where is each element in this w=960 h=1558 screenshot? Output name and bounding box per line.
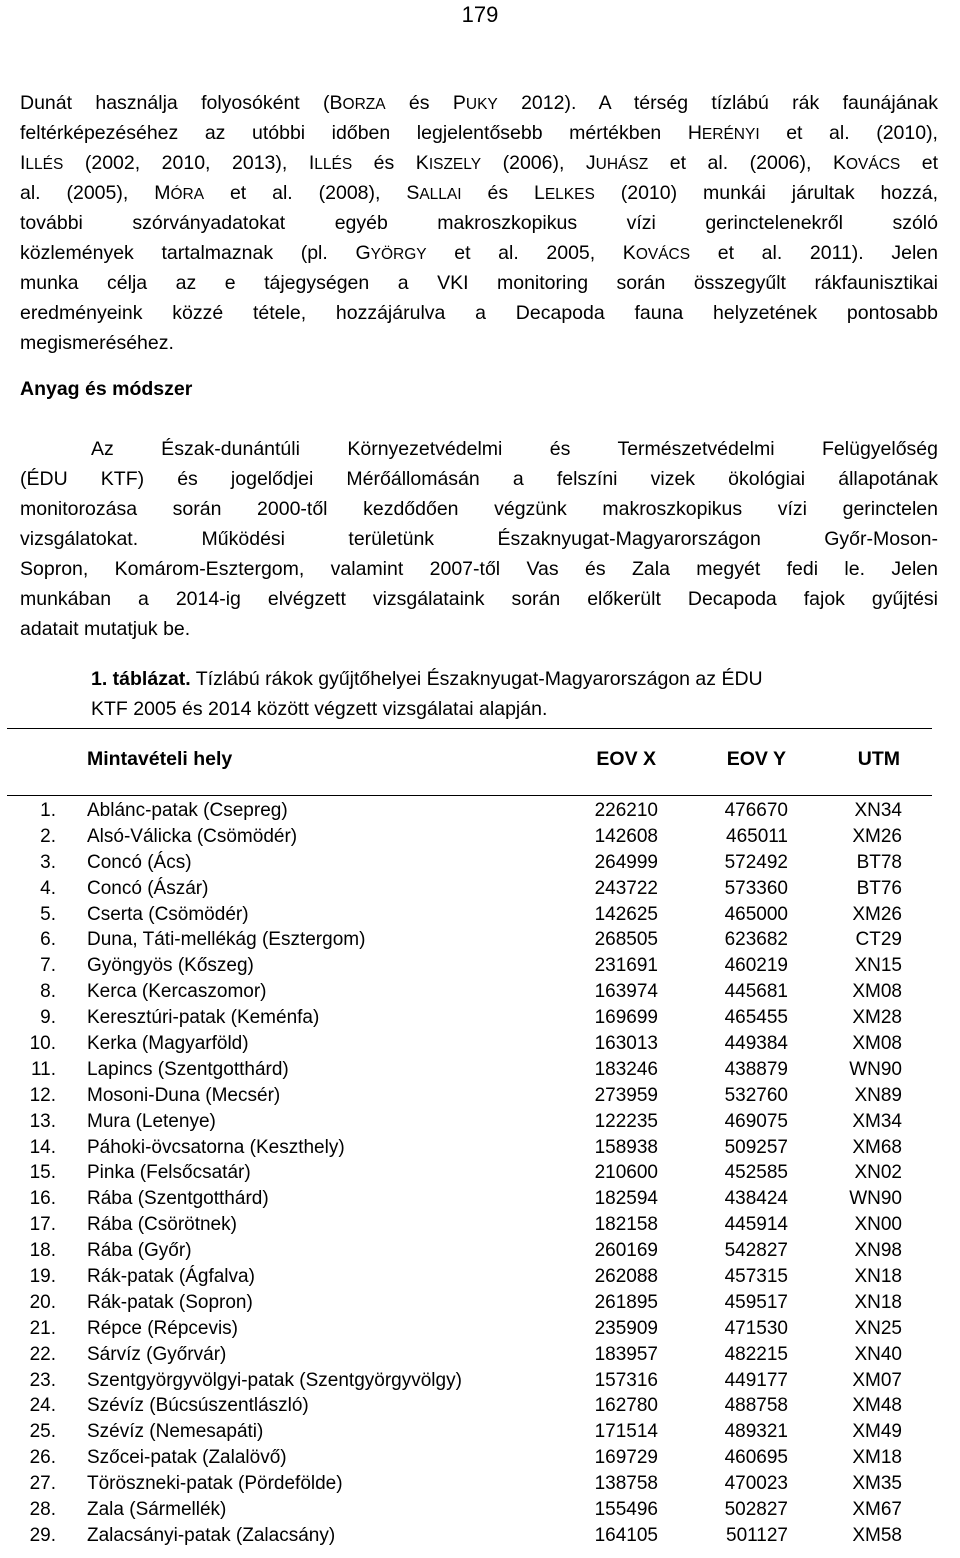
text-run: és L: [461, 182, 545, 204]
text-run: (2010) munkái járultak hozzá,: [594, 182, 939, 204]
row-site: Mura (Letenye): [87, 1110, 216, 1132]
row-eov-x: 182594: [594, 1188, 658, 1210]
row-eov-x: 169699: [594, 1007, 658, 1029]
row-site: Rába (Szentgotthárd): [87, 1188, 269, 1210]
row-eov-x: 273959: [594, 1084, 658, 1106]
row-eov-y: 471530: [724, 1317, 788, 1339]
row-number: 17.: [29, 1214, 56, 1236]
row-eov-x: 164105: [594, 1524, 658, 1546]
intro-line: [20, 88, 938, 118]
header-site: Mintavételi hely: [87, 748, 233, 770]
row-utm: XM35: [852, 1473, 902, 1495]
row-number: 27.: [29, 1473, 56, 1495]
intro-line: [20, 298, 938, 328]
table-row: [0, 1264, 960, 1290]
row-site: Rába (Győr): [87, 1240, 192, 1262]
methods-line: Az Észak-dunántúli Környezetvédelmi és Természetvédelmi Felügyelőség: [91, 438, 938, 460]
row-site: Ablánc-patak (Csepreg): [87, 800, 288, 821]
row-eov-y: 501127: [726, 1524, 788, 1546]
row-eov-y: 542827: [724, 1240, 788, 1262]
row-number: 2.: [40, 825, 56, 847]
row-utm: XM08: [852, 1033, 902, 1055]
row-eov-x: 162780: [594, 1395, 658, 1417]
row-eov-x: 182158: [594, 1214, 658, 1236]
table-caption-label: 1. táblázat.: [91, 668, 191, 690]
row-eov-y: 469075: [724, 1110, 788, 1132]
row-eov-x: 183246: [594, 1058, 658, 1080]
author-smallcaps: UHÁSZ: [595, 156, 649, 173]
row-eov-y: 489321: [724, 1421, 788, 1443]
row-eov-x: 260169: [594, 1240, 658, 1262]
text-run: munka célja az e tájegységen a VKI monitoring során összegyűlt rákfaunisztikai: [20, 272, 938, 294]
row-utm: XN00: [854, 1214, 902, 1236]
row-site: Páhoki-övcsatorna (Keszthely): [87, 1136, 345, 1158]
methods-line: (ÉDU KTF) és jogelődjei Mérőállomásán a felszíni vizek ökológiai állapotának: [20, 468, 938, 490]
row-utm: XM68: [852, 1136, 902, 1158]
table-row: [0, 953, 960, 979]
table-row: [0, 1212, 960, 1238]
row-number: 29.: [29, 1524, 56, 1546]
row-number: 22.: [29, 1343, 56, 1365]
row-number: 18.: [29, 1240, 56, 1262]
row-eov-y: 482215: [724, 1343, 788, 1365]
row-number: 26.: [29, 1447, 56, 1469]
row-eov-x: 163974: [594, 981, 658, 1003]
intro-line: [20, 328, 938, 358]
row-site: Sárvíz (Győrvár): [87, 1343, 227, 1365]
header-eov-x: EOV X: [596, 748, 656, 770]
table-top-rule: [7, 728, 932, 729]
table-row: [0, 1342, 960, 1368]
table-body: [0, 798, 960, 1549]
row-number: 20.: [29, 1291, 56, 1313]
text-run: et al. (2010),: [759, 122, 938, 144]
table-caption: [91, 664, 891, 724]
row-number: 10.: [29, 1033, 56, 1055]
table-header: [0, 748, 960, 778]
row-site: Répce (Répcevis): [87, 1317, 238, 1339]
author-smallcaps: OVÁCS: [635, 246, 691, 263]
row-number: 6.: [40, 929, 56, 951]
row-eov-x: 142625: [594, 903, 658, 925]
row-number: 4.: [40, 877, 56, 899]
row-site: Alsó-Válicka (Csömödér): [87, 825, 298, 847]
row-site: Rák-patak (Ágfalva): [87, 1266, 255, 1288]
author-smallcaps: LLÉS: [25, 156, 64, 173]
table-row: [0, 927, 960, 953]
row-eov-y: 465011: [726, 825, 788, 847]
row-eov-x: 155496: [594, 1499, 658, 1521]
table-row: [0, 1445, 960, 1471]
row-eov-y: 465455: [724, 1007, 788, 1029]
header-utm: UTM: [857, 748, 900, 770]
row-number: 1.: [40, 800, 56, 821]
author-smallcaps: ALLAI: [419, 186, 462, 203]
row-eov-x: 122235: [594, 1110, 658, 1132]
row-eov-x: 231691: [594, 955, 658, 977]
methods-line: Sopron, Komárom-Esztergom, valamint 2007-től Vas és Zala megyét fedi le. Jelen: [20, 558, 938, 580]
row-number: 8.: [40, 981, 56, 1003]
text-run: et: [900, 152, 939, 174]
text-run: al. (2005), M: [20, 182, 171, 204]
author-smallcaps: OVÁCS: [845, 156, 901, 173]
page-number: 179: [461, 2, 499, 27]
row-site: Kerca (Kercaszomor): [87, 981, 267, 1003]
row-utm: XM18: [852, 1447, 902, 1469]
row-eov-y: 452585: [724, 1162, 788, 1184]
header-eov-y: EOV Y: [726, 748, 786, 770]
table-row: [0, 1005, 960, 1031]
row-utm: XN34: [854, 800, 902, 821]
table-row: [0, 1419, 960, 1445]
row-utm: BT76: [856, 877, 902, 899]
row-number: 3.: [40, 851, 56, 873]
row-number: 19.: [29, 1266, 56, 1288]
row-eov-x: 171514: [594, 1421, 658, 1443]
table-row: [0, 1290, 960, 1316]
intro-line: [20, 208, 938, 238]
row-utm: XM49: [852, 1421, 902, 1443]
table-row: [0, 824, 960, 850]
row-utm: XM67: [852, 1499, 902, 1521]
methods-line: adatait mutatjuk be.: [20, 618, 191, 640]
text-run: (2002, 2010, 2013), I: [63, 152, 315, 174]
row-number: 9.: [40, 1007, 56, 1029]
row-eov-y: 532760: [724, 1084, 788, 1106]
text-run: további szórványadatokat egyéb makroszkopikus vízi gerinctelenekről szóló: [20, 212, 938, 234]
row-site: Mosoni-Duna (Mecsér): [87, 1084, 281, 1106]
row-eov-x: 235909: [594, 1317, 658, 1339]
row-site: Duna, Táti-mellékág (Esztergom): [87, 929, 366, 951]
row-eov-y: 445681: [724, 981, 788, 1003]
table-row: [0, 1316, 960, 1342]
row-utm: WN90: [849, 1188, 902, 1210]
row-eov-x: 138758: [594, 1473, 658, 1495]
text-run: feltérképezéséhez az utóbbi időben legjelentősebb mértékben H: [20, 122, 702, 144]
row-eov-x: 158938: [594, 1136, 658, 1158]
intro-paragraph: [20, 88, 938, 358]
row-eov-y: 465000: [724, 903, 788, 925]
row-eov-x: 261895: [594, 1291, 658, 1313]
row-site: Concó (Ászár): [87, 877, 209, 899]
text-run: eredményeink közzé tétele, hozzájárulva a Decapoda fauna helyzetének pontosabb: [20, 302, 938, 324]
row-number: 11.: [30, 1058, 56, 1080]
table-row: [0, 1160, 960, 1186]
table-caption-line2: KTF 2005 és 2014 között végzett vizsgálatai alapján.: [91, 698, 548, 720]
row-site: Pinka (Felsőcsatár): [87, 1162, 251, 1184]
row-site: Töröszneki-patak (Pördefölde): [87, 1473, 343, 1495]
row-number: 23.: [29, 1369, 56, 1391]
row-eov-y: 460695: [724, 1447, 788, 1469]
table-row: [0, 850, 960, 876]
text-run: (2006), J: [481, 152, 596, 174]
row-utm: XM48: [852, 1395, 902, 1417]
row-utm: XM07: [852, 1369, 902, 1391]
row-eov-y: 459517: [724, 1291, 788, 1313]
author-smallcaps: ELKES: [544, 186, 595, 203]
row-eov-y: 449384: [724, 1033, 788, 1055]
row-eov-y: 438424: [724, 1188, 788, 1210]
row-eov-y: 449177: [724, 1369, 788, 1391]
row-eov-y: 460219: [724, 955, 788, 977]
row-eov-x: 183957: [594, 1343, 658, 1365]
methods-line: munkában a 2014-ig elvégzett vizsgálataink során előkerült Decapoda fajok gyűjtési: [20, 588, 938, 610]
text-run: et al. 2005, K: [426, 242, 636, 264]
row-eov-y: 509257: [724, 1136, 788, 1158]
row-eov-x: 226210: [594, 800, 658, 821]
row-number: 24.: [29, 1395, 56, 1417]
row-eov-y: 572492: [724, 851, 788, 873]
row-site: Concó (Ács): [87, 851, 192, 873]
row-eov-x: 169729: [594, 1447, 658, 1469]
text-run: et al. (2006), K: [648, 152, 846, 174]
table-row: [0, 902, 960, 928]
methods-line: vizsgálatokat. Működési területünk Északnyugat-Magyarországon Győr-Moson-: [20, 528, 938, 550]
row-utm: XM34: [852, 1110, 902, 1132]
row-utm: XN89: [854, 1084, 902, 1106]
row-site: Keresztúri-patak (Keménfa): [87, 1007, 320, 1029]
row-utm: CT29: [855, 929, 902, 951]
author-smallcaps: UKY: [465, 96, 498, 113]
table-row: [0, 1238, 960, 1264]
author-smallcaps: ORZA: [342, 96, 386, 113]
methods-line: monitorozása során 2000-től kezdődően végzünk makroszkopikus vízi gerinctelen: [20, 498, 938, 520]
row-utm: XN02: [854, 1162, 902, 1184]
section-heading: Anyag és módszer: [20, 378, 193, 400]
row-eov-y: 438879: [724, 1058, 788, 1080]
row-eov-x: 163013: [594, 1033, 658, 1055]
row-site: Lapincs (Szentgotthárd): [87, 1058, 289, 1080]
table-row: [0, 1031, 960, 1057]
text-run: 2012). A térség tízlábú rák faunájának: [497, 92, 939, 114]
row-utm: XN40: [854, 1343, 902, 1365]
row-number: 15.: [29, 1162, 56, 1184]
row-eov-x: 262088: [594, 1266, 658, 1288]
text-run: és P: [385, 92, 466, 114]
table-row: [0, 1471, 960, 1497]
table-row: [0, 1186, 960, 1212]
row-utm: XM26: [852, 825, 902, 847]
row-eov-y: 623682: [724, 929, 788, 951]
row-eov-y: 573360: [724, 877, 788, 899]
row-site: Szentgyörgyvölgyi-patak (Szentgyörgyvölgy): [87, 1369, 462, 1391]
text-run: et al. 2011). Jelen: [690, 242, 938, 264]
row-site: Rák-patak (Sopron): [87, 1291, 253, 1313]
row-eov-y: 476670: [724, 800, 788, 821]
row-site: Szévíz (Nemesapáti): [87, 1421, 264, 1443]
text-run: I: [20, 152, 26, 174]
row-utm: BT78: [856, 851, 902, 873]
table-row: [0, 1135, 960, 1161]
row-utm: XM26: [852, 903, 902, 925]
table-caption-line1: Tízlábú rákok gyűjtőhelyei Északnyugat-Magyarországon az ÉDU: [190, 668, 763, 690]
author-smallcaps: ÓRA: [170, 186, 205, 203]
table-row: [0, 1057, 960, 1083]
row-number: 13.: [29, 1110, 56, 1132]
text-run: közlemények tartalmaznak (pl. G: [20, 242, 371, 264]
row-utm: WN90: [849, 1058, 902, 1080]
row-eov-x: 157316: [594, 1369, 658, 1391]
row-eov-y: 445914: [724, 1214, 788, 1236]
row-eov-y: 457315: [724, 1266, 788, 1288]
author-smallcaps: YÖRGY: [370, 246, 427, 263]
row-utm: XN98: [854, 1240, 902, 1262]
intro-line: [20, 118, 938, 148]
row-site: Rába (Csörötnek): [87, 1214, 237, 1236]
row-number: 7.: [40, 955, 56, 977]
author-smallcaps: ERÉNYI: [701, 126, 760, 143]
table-row: [0, 798, 960, 824]
row-site: Zala (Sármellék): [87, 1499, 227, 1521]
row-eov-y: 470023: [724, 1473, 788, 1495]
table-row: [0, 1368, 960, 1394]
intro-line: [20, 238, 938, 268]
row-eov-y: 488758: [724, 1395, 788, 1417]
row-site: Zalacsányi-patak (Zalacsány): [87, 1524, 336, 1546]
row-utm: XN18: [854, 1266, 902, 1288]
row-site: Szőcei-patak (Zalalövő): [87, 1447, 287, 1469]
row-eov-y: 502827: [724, 1499, 788, 1521]
text-run: megismeréséhez.: [20, 332, 174, 354]
row-eov-x: 210600: [594, 1162, 658, 1184]
row-site: Cserta (Csömödér): [87, 903, 249, 925]
text-run: Dunát használja folyosóként (B: [20, 92, 343, 114]
table-row: [0, 1497, 960, 1523]
row-eov-x: 268505: [594, 929, 658, 951]
table-row: [0, 1109, 960, 1135]
row-number: 25.: [29, 1421, 56, 1443]
intro-line: [20, 178, 938, 208]
table-header-rule: [7, 795, 932, 796]
row-eov-x: 243722: [594, 877, 658, 899]
row-utm: XN15: [854, 955, 902, 977]
row-number: 16.: [29, 1188, 56, 1210]
row-site: Szévíz (Búcsúszentlászló): [87, 1395, 309, 1417]
intro-line: [20, 268, 938, 298]
row-utm: XN25: [854, 1317, 902, 1339]
row-eov-x: 264999: [594, 851, 658, 873]
table-row: [0, 1393, 960, 1419]
row-number: 5.: [40, 903, 56, 925]
row-number: 21.: [29, 1317, 56, 1339]
row-number: 14.: [29, 1136, 56, 1158]
text-run: és K: [352, 152, 429, 174]
table-row: [0, 1523, 960, 1549]
row-eov-x: 142608: [594, 825, 658, 847]
author-smallcaps: LLÉS: [314, 156, 353, 173]
text-run: et al. (2008), S: [204, 182, 420, 204]
table-row: [0, 1083, 960, 1109]
row-number: 28.: [29, 1499, 56, 1521]
table-row: [0, 876, 960, 902]
row-utm: XM58: [852, 1524, 902, 1546]
row-site: Kerka (Magyarföld): [87, 1033, 249, 1055]
row-utm: XN18: [854, 1291, 902, 1313]
methods-paragraph: [20, 434, 938, 644]
author-smallcaps: ISZELY: [428, 156, 482, 173]
row-utm: XM28: [852, 1007, 902, 1029]
intro-line: [20, 148, 938, 178]
row-site: Gyöngyös (Kőszeg): [87, 955, 254, 977]
row-utm: XM08: [852, 981, 902, 1003]
table-row: [0, 979, 960, 1005]
row-number: 12.: [29, 1084, 56, 1106]
